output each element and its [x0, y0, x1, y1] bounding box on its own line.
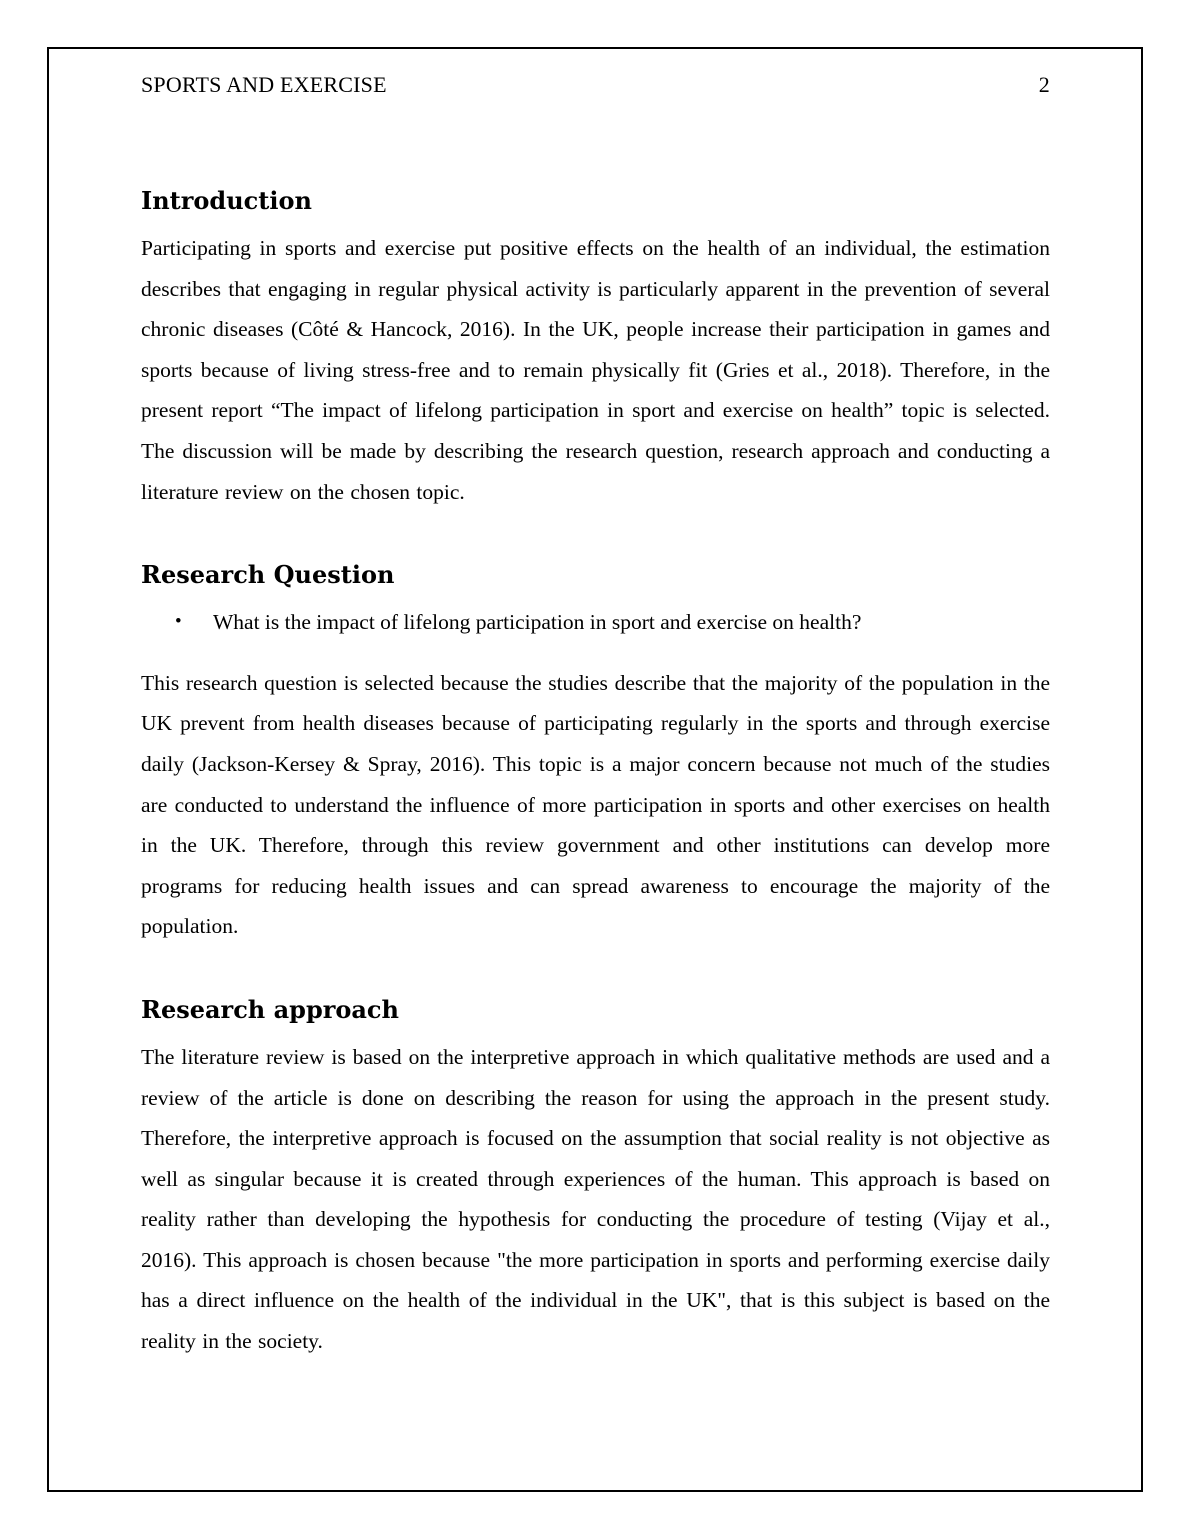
section-heading-research-approach: Research approach: [141, 994, 399, 1024]
bullet-icon: •: [175, 611, 182, 633]
bullet-item-text: What is the impact of lifelong participation in sport and exercise on health?: [213, 610, 862, 635]
research-question-paragraph: This research question is selected because the studies describe that the majority of the population in the UK prevent from health diseases because of participating regularly in the sports and through exercise daily (Jackson-Kersey & Spray, 2016). This topic is a major concern because not much of the studies are conducted to understand the influence of more participation in sports and other exercises on health in the UK. Therefore, through this review government and other institutions can develop more programs for reducing health issues and can spread awareness to encourage the majority of the population.: [141, 670, 1050, 939]
section-research-approach: [141, 995, 1050, 1362]
section-heading-research-question: Research Question: [141, 560, 395, 590]
running-header: [141, 72, 1050, 98]
section-research-question: [141, 560, 1050, 947]
section-introduction: [141, 186, 1050, 512]
page-border: [47, 47, 1143, 1492]
bullet-list-item: [141, 602, 1050, 643]
section-heading-introduction: Introduction: [141, 186, 312, 215]
page-number: 2: [1038, 72, 1050, 97]
running-header-title: SPORTS AND EXERCISE: [141, 72, 387, 97]
research-approach-paragraph: The literature review is based on the interpretive approach in which qualitative methods are used and a review of the article is done on describing the reason for using the approach in the present study. Therefore, the interpretive approach is focused on the assumption that social reality is not objective as well as singular because it is created through experiences of the human. This approach is based on reality rather than developing the hypothesis for conducting the procedure of testing (Vijay et al., 2016). This approach is chosen because "the more participation in sports and performing exercise daily has a direct influence on the health of the individual in the UK", that is this subject is based on the reality in the society.: [141, 1044, 1050, 1354]
introduction-paragraph: Participating in sports and exercise put positive effects on the health of an individual, the estimation describes that engaging in regular physical activity is particularly apparent in the prevention of several chronic diseases (Côté & Hancock, 2016). In the UK, people increase their participation in games and sports because of living stress-free and to remain physically fit (Gries et al., 2018). Therefore, in the present report “The impact of lifelong participation in sport and exercise on health” topic is selected. The discussion will be made by describing the research question, research approach and conducting a literature review on the chosen topic.: [141, 236, 1050, 504]
